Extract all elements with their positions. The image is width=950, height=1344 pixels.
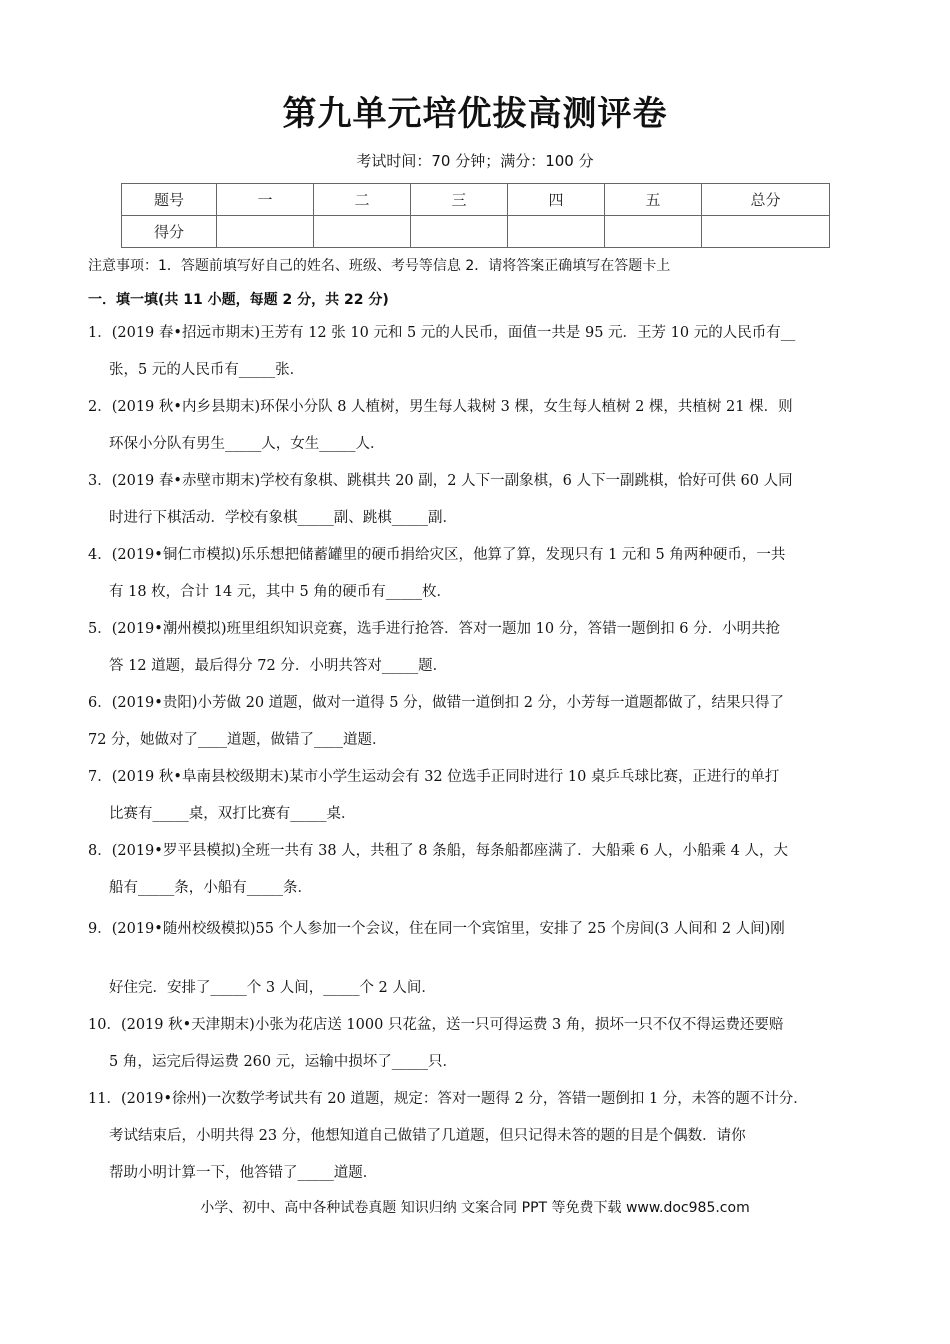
question-line: 72 分，她做对了____道题，做错了____道题． — [88, 732, 387, 748]
question-line: 5．(2019•潮州模拟)班里组织知识竞赛，选手进行抢答．答对一题加 10 分，答错一题倒扣 6 分．小明共抢 — [88, 621, 781, 637]
question-line: 1．(2019 春•招远市期末)王芳有 12 张 10 元和 5 元的人民币，面值一共是 95 元．王芳 10 元的人民币有__ — [88, 325, 796, 341]
question-line: 时进行下棋活动．学校有象棋_____副、跳棋_____副． — [109, 510, 457, 526]
question-line: 比赛有_____桌，双打比赛有_____桌． — [109, 806, 356, 822]
score-cell — [702, 216, 830, 248]
score-header-cell: 一 — [217, 184, 314, 216]
question-6 — [88, 685, 868, 759]
score-table-header-row — [122, 184, 830, 216]
question-10 — [88, 1007, 868, 1081]
question-line: 6．(2019•贵阳)小芳做 20 道题，做对一道得 5 分，做错一道倒扣 2 分，小芳每一道题都做了，结果只得了 — [88, 695, 785, 711]
exam-info: 考试时间：70 分钟；满分：100 分 — [356, 152, 594, 170]
score-header-cell: 四 — [508, 184, 605, 216]
question-11 — [88, 1081, 868, 1192]
question-line: 张，5 元的人民币有_____张． — [109, 362, 305, 378]
score-table — [121, 183, 830, 248]
question-line: 好住完．安排了_____个 3 人间，_____个 2 人间． — [109, 980, 436, 996]
question-5 — [88, 611, 868, 685]
score-header-cell: 三 — [411, 184, 508, 216]
question-line: 10．(2019 秋•天津期末)小张为花店送 1000 只花盆，送一只可得运费 3 角，损坏一只不仅不得运费还要赔 — [88, 1017, 784, 1033]
question-line: 5 角，运完后得运费 260 元，运输中损坏了_____只． — [109, 1054, 457, 1070]
question-line: 8．(2019•罗平县模拟)全班一共有 38 人，共租了 8 条船，每条船都座满了．大船乘 6 人，小船乘 4 人，大 — [88, 843, 788, 859]
question-line: 4．(2019•铜仁市模拟)乐乐想把储蓄罐里的硬币捐给灾区，他算了算，发现只有 1 元和 5 角两种硬币，一共 — [88, 547, 786, 563]
score-header-cell: 五 — [605, 184, 702, 216]
question-line: 有 18 枚，合计 14 元，其中 5 角的硬币有_____枚． — [109, 584, 452, 600]
score-cell — [314, 216, 411, 248]
question-line: 9．(2019•随州校级模拟)55 个人参加一个会议，住在同一个宾馆里，安排了 25 个房间(3 人间和 2 人间)刚 — [88, 921, 785, 937]
score-header-cell: 题号 — [122, 184, 217, 216]
question-2 — [88, 389, 868, 463]
score-cell — [508, 216, 605, 248]
score-cell — [411, 216, 508, 248]
question-line: 7．(2019 秋•阜南县校级期末)某市小学生运动会有 32 位选手正同时进行 10 桌乒乓球比赛，正进行的单打 — [88, 769, 780, 785]
footer: 小学、初中、高中各种试卷真题 知识归纳 文案合同 PPT 等免费下载 www.doc985.com — [200, 1200, 750, 1216]
question-8 — [88, 833, 868, 907]
question-line: 帮助小明计算一下，他答错了_____道题． — [109, 1165, 378, 1181]
question-7 — [88, 759, 868, 833]
score-cell — [605, 216, 702, 248]
question-4 — [88, 537, 868, 611]
question-line: 3．(2019 春•赤壁市期末)学校有象棋、跳棋共 20 副，2 人下一副象棋，6 人下一副跳棋，恰好可供 60 人同 — [88, 473, 793, 489]
question-3 — [88, 463, 868, 537]
question-line: 11．(2019•徐州)一次数学考试共有 20 道题，规定：答对一题得 2 分，答错一题倒扣 1 分，未答的题不计分． — [88, 1091, 808, 1107]
question-line: 考试结束后，小明共得 23 分，他想知道自己做错了几道题，但只记得未答的题的目是个偶数．请你 — [109, 1128, 746, 1144]
question-1 — [88, 315, 868, 389]
section-title: 一．填一填(共 11 小题，每题 2 分，共 22 分) — [88, 292, 389, 308]
question-line: 2．(2019 秋•内乡县期末)环保小分队 8 人植树，男生每人栽树 3 棵，女生每人植树 2 棵，共植树 21 棵．则 — [88, 399, 793, 415]
question-line: 答 12 道题，最后得分 72 分．小明共答对_____题． — [109, 658, 448, 674]
score-header-cell: 总分 — [702, 184, 830, 216]
question-line: 环保小分队有男生_____人，女生_____人． — [109, 436, 385, 452]
score-cell — [217, 216, 314, 248]
question-9 — [88, 911, 868, 1007]
score-row-label: 得分 — [122, 216, 217, 248]
notice: 注意事项：1．答题前填写好自己的姓名、班级、考号等信息 2．请将答案正确填写在答题卡上 — [88, 258, 671, 274]
score-table-score-row — [122, 216, 830, 248]
question-line: 船有_____条，小船有_____条． — [109, 880, 312, 896]
page-title: 第九单元培优拔高测评卷 — [282, 94, 668, 134]
score-header-cell: 二 — [314, 184, 411, 216]
